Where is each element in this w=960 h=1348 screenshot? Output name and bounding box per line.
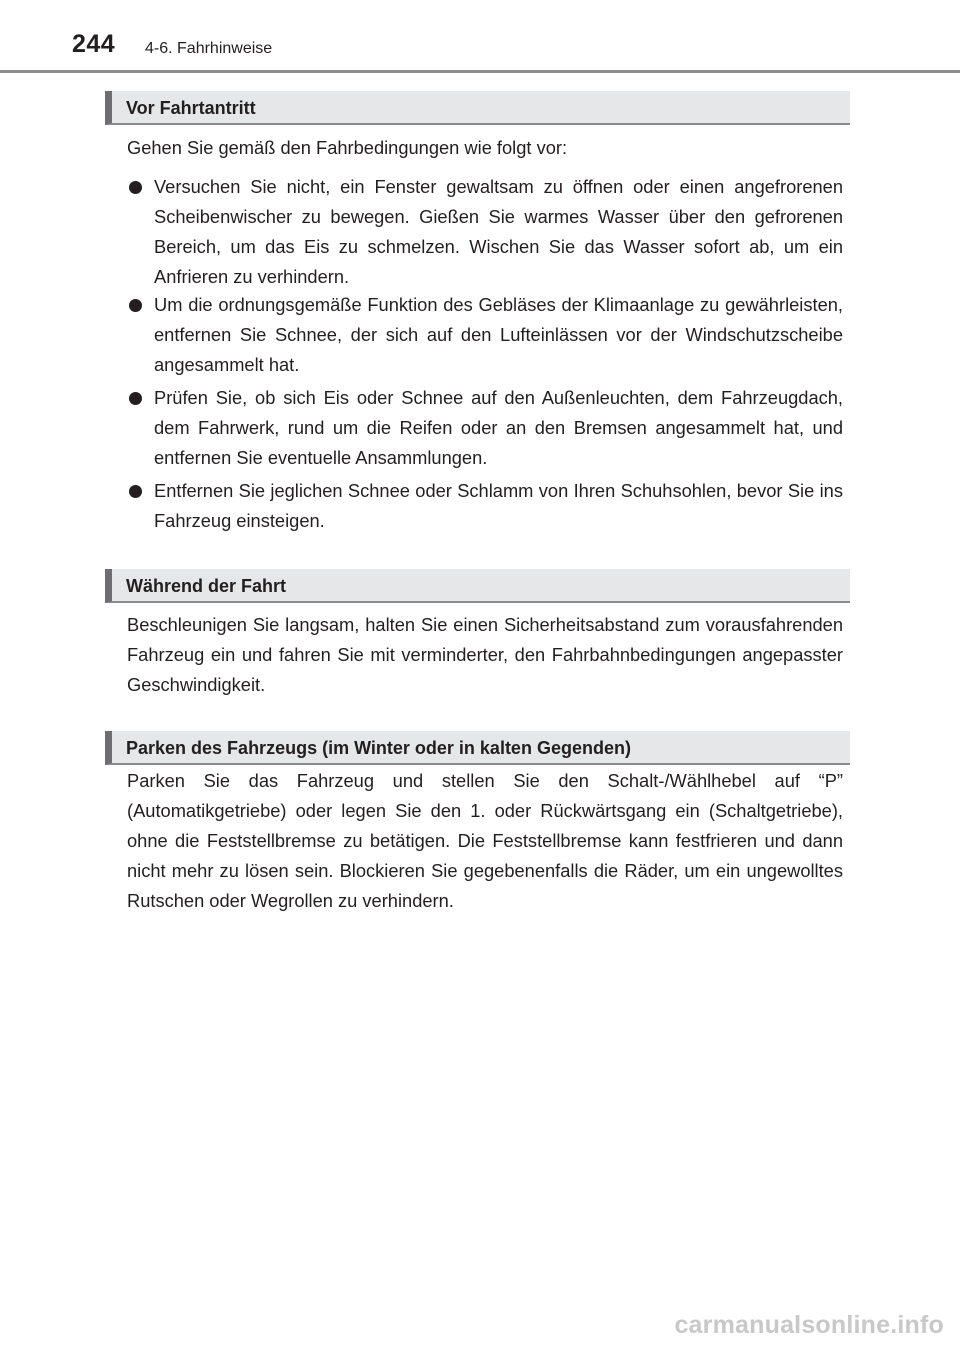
section-header-parken (105, 731, 850, 765)
section-title: Vor Fahrtantritt (126, 98, 256, 118)
bullet-text: Prüfen Sie, ob sich Eis oder Schnee auf den Außenleuchten, dem Fahrzeugdach, dem Fahrwerk, rund um die Reifen oder an den Bremsen angesammelt hat, und entfernen Sie eventuelle Ansammlungen. (154, 387, 843, 468)
chapter-title: 4-6. Fahrhinweise (145, 40, 273, 57)
bullet-icon (129, 485, 142, 498)
header-divider (0, 70, 960, 73)
section-body: Parken Sie das Fahrzeug und stellen Sie den Schalt-/Wählhebel auf “P” (Automatikgetriebe) oder legen Sie den 1. oder Rückwärtsgang ein (Schaltgetriebe), ohne die Feststellbremse zu betätigen. Die Feststellbremse kann festfrieren und dann nicht mehr zu lösen sein. Blockieren Sie gegebenenfalls die Räder, um ein ungewolltes Rutschen oder Wegrollen zu verhindern. (127, 770, 843, 911)
section-header-waehrend-der-fahrt (105, 569, 850, 603)
section-title: Während der Fahrt (126, 576, 287, 596)
bullet-item (127, 476, 843, 536)
bullet-icon (129, 299, 142, 312)
bullet-item (127, 290, 843, 380)
bullet-text: Versuchen Sie nicht, ein Fenster gewaltsam zu öffnen oder einen angefrorenen Scheibenwischer zu bewegen. Gießen Sie warmes Wasser über den gefrorenen Bereich, um das Eis zu schmelzen. Wischen Sie das Wasser sofort ab, um ein Anfrieren zu verhindern. (154, 176, 843, 287)
bullet-icon (129, 392, 142, 405)
section-body: Beschleunigen Sie langsam, halten Sie einen Sicherheitsabstand zum vorausfahrenden Fahrzeug ein und fahren Sie mit verminderter, den Fahrbahnbedingungen angepasster Geschwindigkeit. (127, 614, 843, 695)
bullet-item (127, 383, 843, 473)
page-number: 244 (72, 30, 116, 58)
bullet-text: Um die ordnungsgemäße Funktion des Gebläses der Klimaanlage zu gewährleisten, entfernen Sie Schnee, der sich auf den Lufteinlässen vor der Windschutzscheibe angesammelt hat. (154, 294, 843, 375)
section-title: Parken des Fahrzeugs (im Winter oder in kalten Gegenden) (126, 738, 631, 758)
section-header-vor-fahrtantritt (105, 91, 850, 125)
bullet-item (127, 172, 843, 292)
bullet-icon (129, 181, 142, 194)
bullet-text: Entfernen Sie jeglichen Schnee oder Schlamm von Ihren Schuhsohlen, bevor Sie ins Fahrzeug einsteigen. (154, 480, 843, 531)
section-intro: Gehen Sie gemäß den Fahrbedingungen wie folgt vor: (127, 137, 568, 158)
watermark: carmanualsonline.info (674, 1311, 944, 1339)
